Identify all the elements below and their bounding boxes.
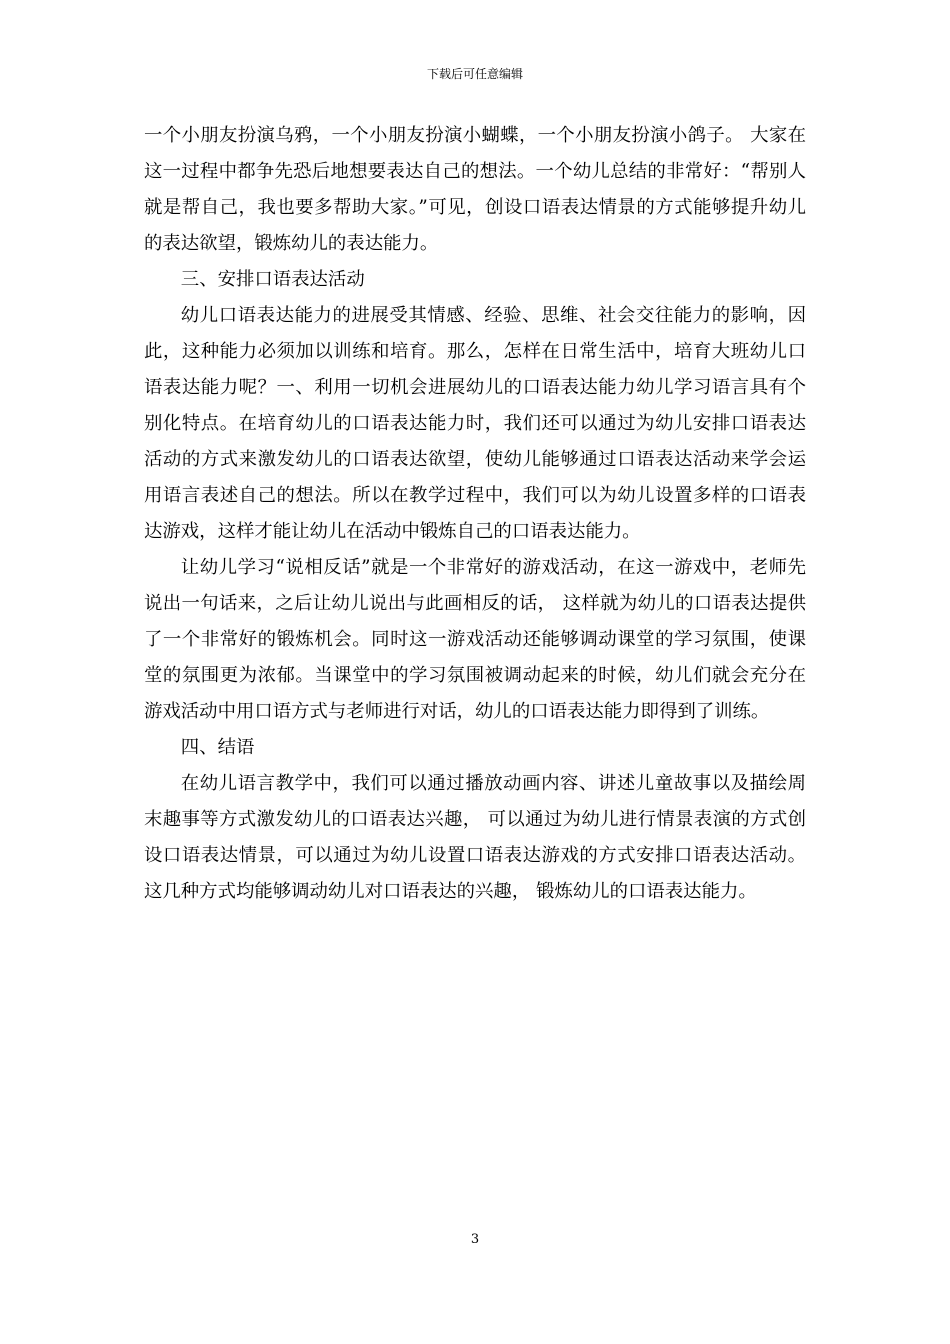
section-heading-4: 四、结语 xyxy=(180,737,255,758)
page-header: 下载后可任意编辑 xyxy=(426,67,523,81)
section-heading-3: 三、安排口语表达活动 xyxy=(180,269,365,290)
paragraph-continuation: 一个小朋友扮演乌鸦，一个小朋友扮演小蝴蝶，一个小朋友扮演小鸽子。 大家在这一过程中都争先恐后地想要表达自己的想法。一个幼儿总结的非常好：“帮别人就是帮自己，我也要多帮助大家。”可见，创设口语表达情景的方式能够提升幼儿的表达欲望，锻炼幼儿的表达能力。 xyxy=(144,125,806,254)
paragraph-conclusion: 在幼儿语言教学中，我们可以通过播放动画内容、讲述儿童故事以及描绘周末趣事等方式激发幼儿的口语表达兴趣， 可以通过为幼儿进行情景表演的方式创设口语表达情景，可以通过为幼儿设置口语表达游戏的方式安排口语表达活动。这几种方式均能够调动幼儿对口语表达的兴趣， 锻炼幼儿的口语表达能力。 xyxy=(144,773,806,902)
document-body xyxy=(144,118,806,910)
paragraph-game-activity: 让幼儿学习“说相反话”就是一个非常好的游戏活动，在这一游戏中，老师先说出一句话来，之后让幼儿说出与此画相反的话， 这样就为幼儿的口语表达提供了一个非常好的锻炼机会。同时这一游戏活动还能够调动课堂的学习氛围，使课堂的氛围更为浓郁。当课堂中的学习氛围被调动起来的时候，幼儿们就会充分在游戏活动中用口语方式与老师进行对话，幼儿的口语表达能力即得到了训练。 xyxy=(144,557,806,722)
page-number: 3 xyxy=(470,1232,480,1247)
paragraph-section-3-body: 幼儿口语表达能力的进展受其情感、经验、思维、社会交往能力的影响，因此，这种能力必须加以训练和培育。那么，怎样在日常生活中，培育大班幼儿口语表达能力呢？一、利用一切机会进展幼儿的口语表达能力幼儿学习语言具有个别化特点。在培育幼儿的口语表达能力时，我们还可以通过为幼儿安排口语表达活动的方式来激发幼儿的口语表达欲望，使幼儿能够通过口语表达活动来学会运用语言表述自己的想法。所以在教学过程中，我们可以为幼儿设置多样的口语表达游戏，这样才能让幼儿在活动中锻炼自己的口语表达能力。 xyxy=(144,305,806,542)
